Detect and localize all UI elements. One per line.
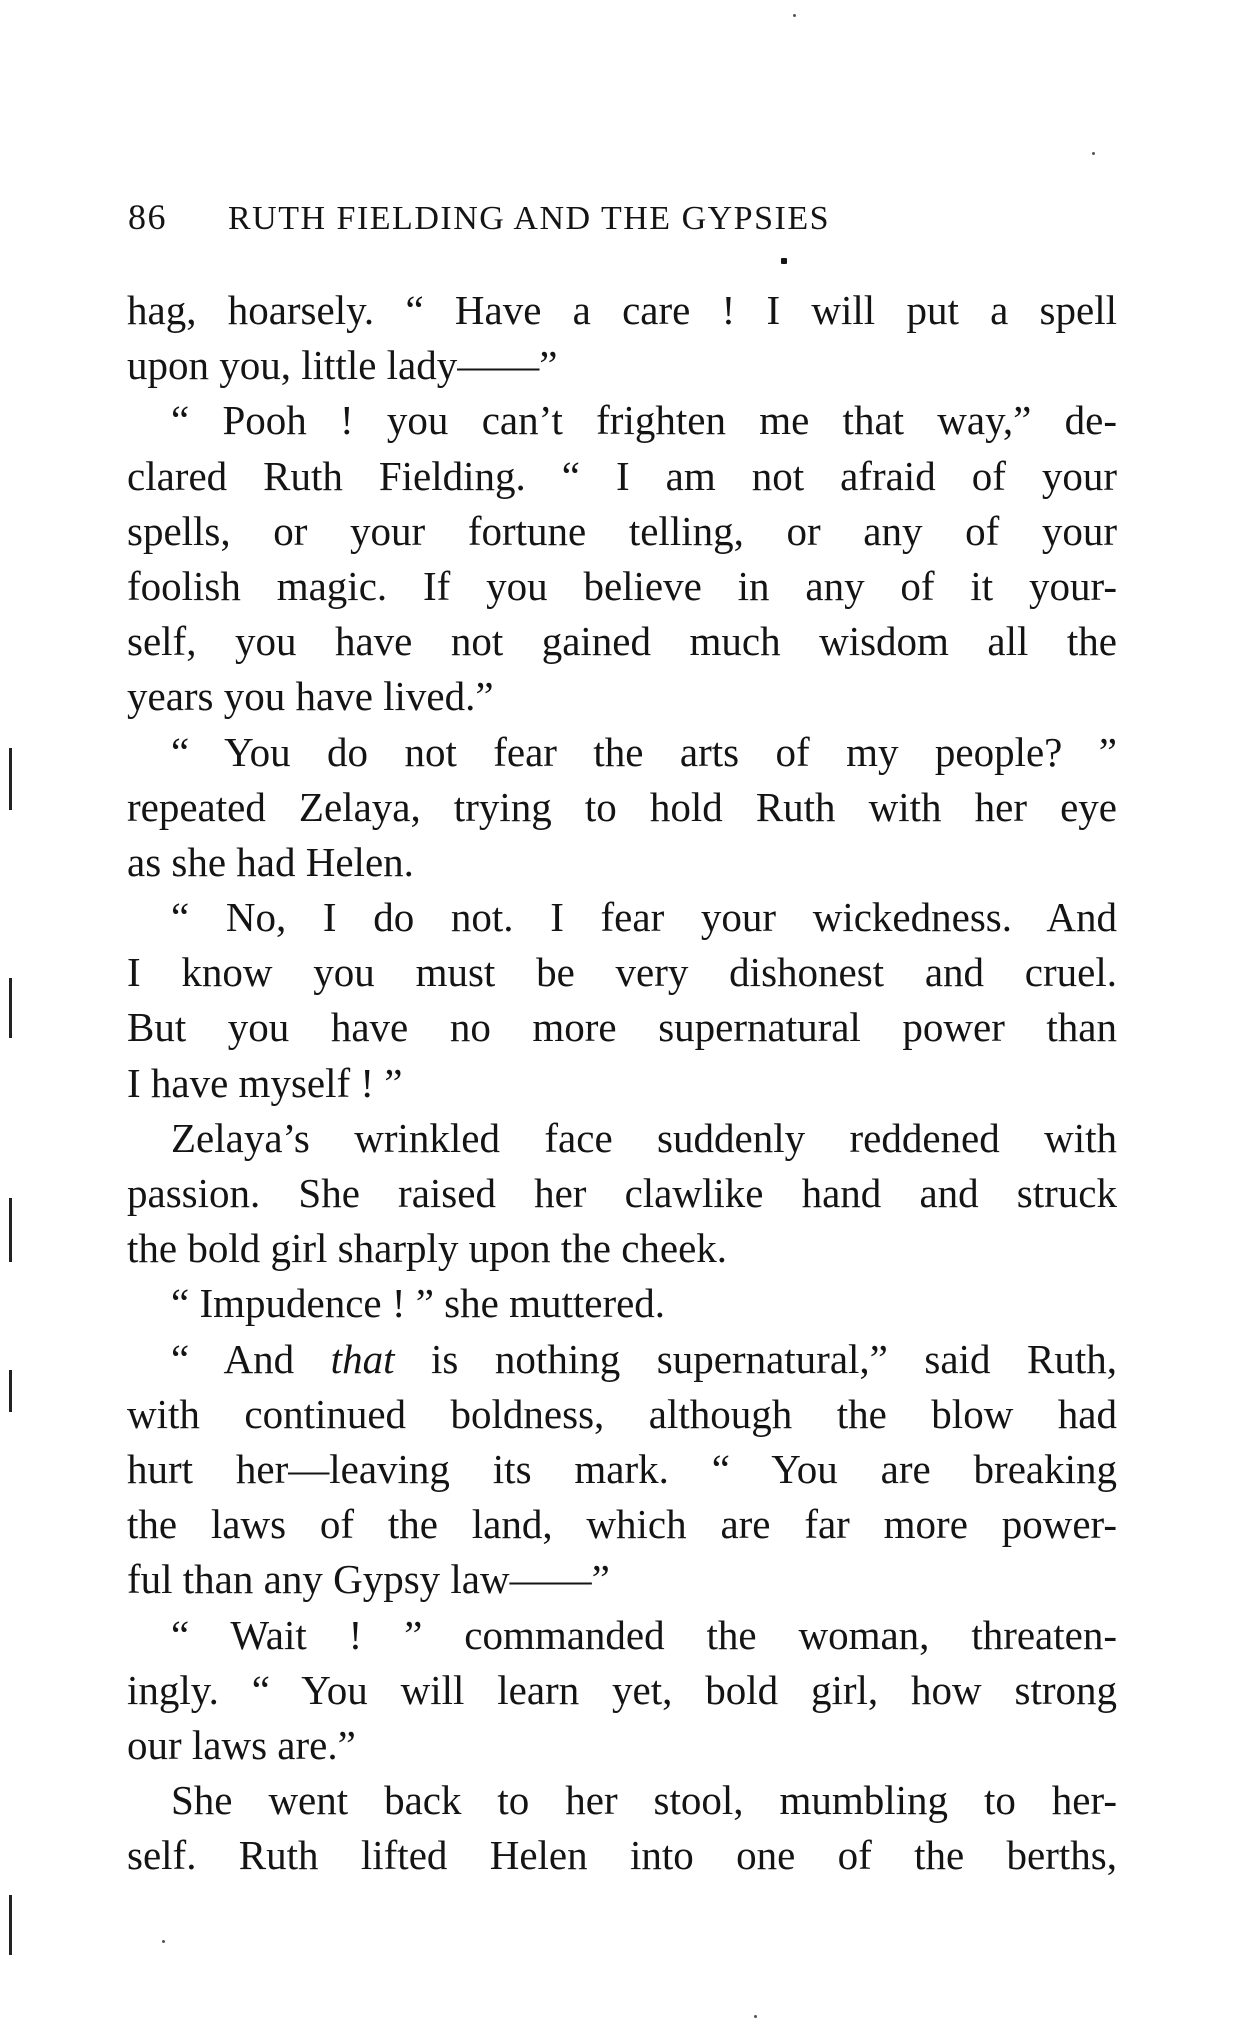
text-line: ful than any Gypsy law——”: [127, 1556, 610, 1603]
scan-margin-mark: [9, 1370, 12, 1412]
running-title: RUTH FIELDING AND THE GYPSIES: [228, 200, 830, 237]
text-line: passion. She raised her clawlike hand and struck: [127, 1170, 1117, 1216]
text-line: the laws of the land, which are far more power-: [127, 1501, 1117, 1548]
text-line: I have myself ! ”: [127, 1059, 403, 1106]
scan-speck: [793, 14, 796, 17]
text-line: spells, or your fortune telling, or any of your: [127, 507, 1117, 554]
scan-speck: [1092, 152, 1095, 155]
body-text: [127, 283, 1117, 1883]
text-line: the bold girl sharply upon the cheek.: [127, 1225, 728, 1272]
text-line: foolish magic. If you believe in any of it your-: [127, 562, 1117, 609]
text-line: She went back to her stool, mumbling to her-: [171, 1777, 1117, 1824]
text-line: our laws are.”: [127, 1721, 356, 1768]
scan-margin-mark: [9, 1895, 12, 1955]
scan-margin-mark: [9, 748, 12, 810]
page-header: [128, 196, 1128, 244]
scan-margin-mark: [9, 1198, 12, 1262]
text-line: “ You do not fear the arts of my people? ”: [171, 728, 1117, 775]
text-line: years you have lived.”: [127, 673, 494, 720]
text-line: as she had Helen.: [127, 838, 414, 885]
text-line: upon you, little lady——”: [127, 342, 558, 389]
text-line: “ No, I do not. I fear your wickedness. And: [171, 894, 1117, 941]
text-line: clared Ruth Fielding. “ I am not afraid of your: [127, 452, 1117, 499]
text-line: “ Impudence ! ” she muttered.: [171, 1280, 666, 1327]
text-line: self. Ruth lifted Helen into one of the berths,: [127, 1832, 1117, 1879]
text-line: “ Wait ! ” commanded the woman, threaten-: [171, 1611, 1117, 1658]
text-line: hag, hoarsely. “ Have a care ! I will put a spell: [127, 287, 1117, 333]
text-line: “ Pooh ! you can’t frighten me that way,” de-: [171, 397, 1117, 444]
page-number: 86: [128, 197, 167, 237]
scan-speck: [162, 1940, 165, 1943]
text-line: self, you have not gained much wisdom all the: [127, 618, 1117, 665]
scan-speck: [754, 2015, 757, 2018]
scan-margin-mark: [9, 978, 12, 1038]
text-line: I know you must be very dishonest and cruel.: [127, 949, 1117, 996]
text-line: “ And that is nothing supernatural,” said Ruth,: [171, 1335, 1117, 1382]
text-line: But you have no more supernatural power than: [127, 1004, 1117, 1051]
text-line: with continued boldness, although the blow had: [127, 1390, 1117, 1437]
text-line: Zelaya’s wrinkled face suddenly reddened with: [171, 1114, 1117, 1161]
text-line: hurt her—leaving its mark. “ You are breaking: [127, 1445, 1117, 1492]
ink-dot: [781, 258, 787, 264]
text-line: ingly. “ You will learn yet, bold girl, how strong: [127, 1666, 1117, 1713]
text-line: repeated Zelaya, trying to hold Ruth with her eye: [127, 783, 1117, 830]
